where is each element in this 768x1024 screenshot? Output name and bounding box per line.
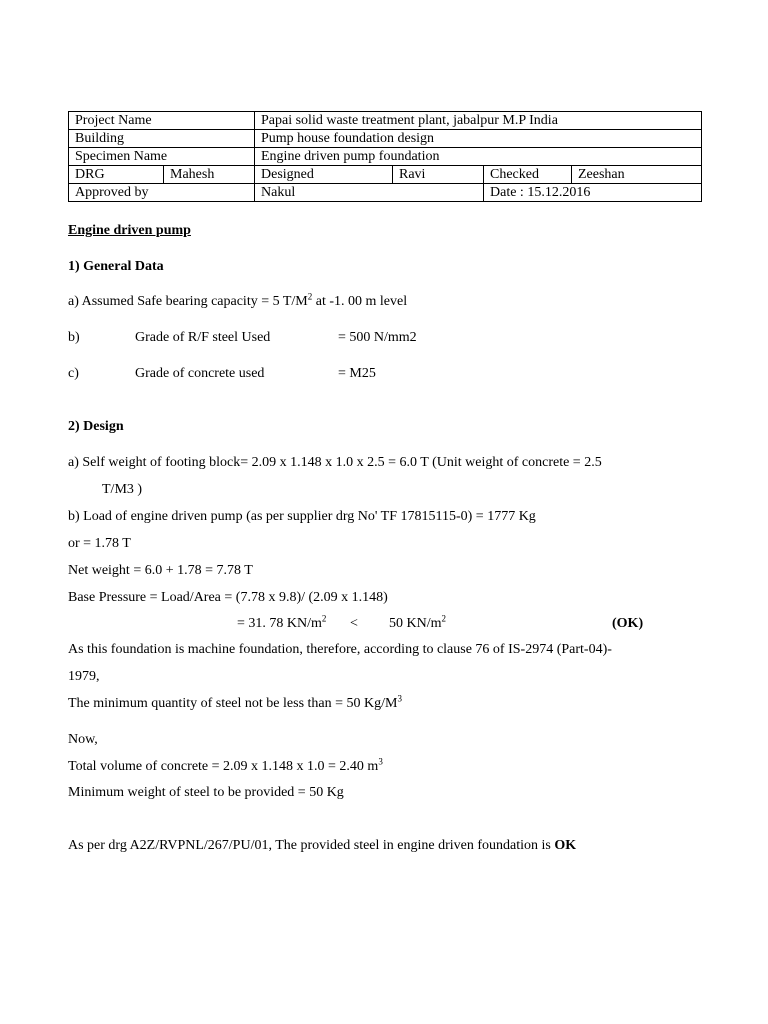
total-volume-line <box>68 756 383 775</box>
design-line-or: or = 1.78 T <box>68 536 131 551</box>
general-b-text: Grade of R/F steel Used <box>135 330 271 345</box>
clause-line-1: As this foundation is machine foundation, therefore, according to clause 76 of IS-2974 (Part-04)- <box>68 642 612 657</box>
table-row <box>69 112 702 130</box>
drg-value: Mahesh <box>164 166 255 184</box>
general-b-value: = 500 N/mm2 <box>338 330 417 345</box>
designed-label: Designed <box>255 166 393 184</box>
total-volume-text: Total volume of concrete = 2.09 x 1.148 x 1.0 = 2.40 m <box>68 759 379 774</box>
min-steel-text: The minimum quantity of steel not be less than = 50 Kg/M <box>68 696 398 711</box>
calc-left <box>237 613 327 632</box>
project-name-label: Project Name <box>69 112 255 130</box>
table-row <box>69 130 702 148</box>
table-row <box>69 166 702 184</box>
checked-value: Zeeshan <box>572 166 702 184</box>
calc-right-sup: 2 <box>441 613 446 624</box>
date-cell: Date : 15.12.2016 <box>484 184 702 202</box>
general-b-label: b) <box>68 330 80 345</box>
project-name-value: Papai solid waste treatment plant, jabalpur M.P India <box>255 112 702 130</box>
designed-value: Ravi <box>393 166 484 184</box>
building-label: Building <box>69 130 255 148</box>
general-c-label: c) <box>68 366 79 381</box>
conclusion-ok: OK <box>554 838 577 853</box>
specimen-label: Specimen Name <box>69 148 255 166</box>
min-steel-line <box>68 693 402 712</box>
general-line-a <box>68 291 408 310</box>
calc-left-text: = 31. 78 KN/m <box>237 616 322 631</box>
specimen-value: Engine driven pump foundation <box>255 148 702 166</box>
general-a-tail: at -1. 00 m level <box>312 294 408 309</box>
design-heading: 2) Design <box>68 419 124 434</box>
general-c-value: = M25 <box>338 366 376 381</box>
calc-right-text: 50 KN/m <box>389 616 442 631</box>
calc-left-sup: 2 <box>321 613 327 624</box>
table-row <box>69 148 702 166</box>
general-a-sup: 2 <box>307 291 313 302</box>
design-line-a1: a) Self weight of footing block= 2.09 x 1.148 x 1.0 x 2.5 = 6.0 T (Unit weight of concrete = 2.5 <box>68 455 602 470</box>
table-row <box>69 184 702 202</box>
calc-right <box>389 613 446 632</box>
checked-label: Checked <box>484 166 572 184</box>
header-table <box>68 111 702 202</box>
design-line-base: Base Pressure = Load/Area = (7.78 x 9.8)/ (2.09 x 1.148) <box>68 590 388 605</box>
approved-label: Approved by <box>69 184 255 202</box>
general-a-text: a) Assumed Safe bearing capacity = 5 T/M <box>68 294 308 309</box>
conclusion-line <box>68 838 576 854</box>
design-line-net: Net weight = 6.0 + 1.78 = 7.78 T <box>68 563 253 578</box>
calc-less-than: < <box>350 616 358 631</box>
min-steel-sup: 3 <box>397 693 402 704</box>
general-c-text: Grade of concrete used <box>135 366 265 381</box>
min-weight-line: Minimum weight of steel to be provided = 50 Kg <box>68 785 344 800</box>
section-title: Engine driven pump <box>68 223 191 238</box>
drg-label: DRG <box>69 166 164 184</box>
total-volume-sup: 3 <box>378 756 383 767</box>
now-line: Now, <box>68 732 98 747</box>
building-value: Pump house foundation design <box>255 130 702 148</box>
design-line-b: b) Load of engine driven pump (as per supplier drg No' TF 17815115-0) = 1777 Kg <box>68 509 536 524</box>
conclusion-text: As per drg A2Z/RVPNL/267/PU/01, The provided steel in engine driven foundation is <box>68 838 555 853</box>
general-data-heading: 1) General Data <box>68 259 164 274</box>
design-line-a2: T/M3 ) <box>102 482 143 497</box>
approved-value: Nakul <box>255 184 484 202</box>
clause-line-2: 1979, <box>68 669 100 684</box>
calc-ok: (OK) <box>612 616 644 631</box>
